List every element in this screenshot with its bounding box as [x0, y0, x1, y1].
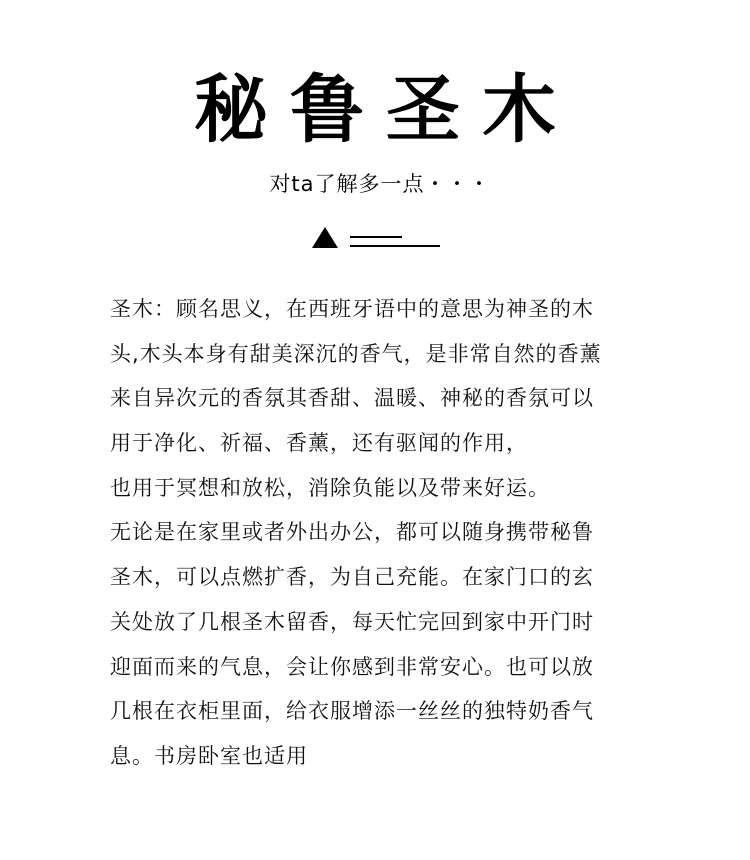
- text-line: 迎面而来的气息，会让你感到非常安心。也可以放: [110, 654, 594, 679]
- text-line: 无论是在家里或者外出办公，都可以随身携带秘鲁: [110, 520, 594, 545]
- text-line: 来自异次元的香氛其香甜、温暖、神秘的香氛可以: [110, 386, 594, 411]
- triangle-icon: [312, 227, 338, 248]
- text-line: 圣木：顾名思义，在西班牙语中的意思为神圣的木: [110, 297, 594, 321]
- page-subtitle: 对ta了解多一点・・・: [269, 172, 491, 196]
- page-title: 秘鲁圣木: [194, 67, 578, 153]
- divider-line-short: [350, 236, 402, 238]
- text-line: 息。书房卧室也适用: [110, 743, 308, 768]
- text-line: 几根在衣柜里面，给衣服增添一丝丝的独特奶香气: [110, 699, 594, 724]
- decorative-divider: [312, 224, 442, 254]
- text-line: 用于净化、祈福、香薰，还有驱闻的作用，: [110, 431, 528, 456]
- divider-line-long: [350, 245, 440, 247]
- text-line: 也用于冥想和放松，消除负能以及带来好运。: [110, 475, 550, 500]
- text-line: 圣木，可以点燃扩香，为自己充能。在家门口的玄: [110, 565, 594, 590]
- description-text: [110, 287, 670, 779]
- text-line: 关处放了几根圣木留香，每天忙完回到家中开门时: [110, 609, 594, 634]
- text-line: 头,木头本身有甜美深沉的香气，是非常自然的香薰: [110, 341, 602, 366]
